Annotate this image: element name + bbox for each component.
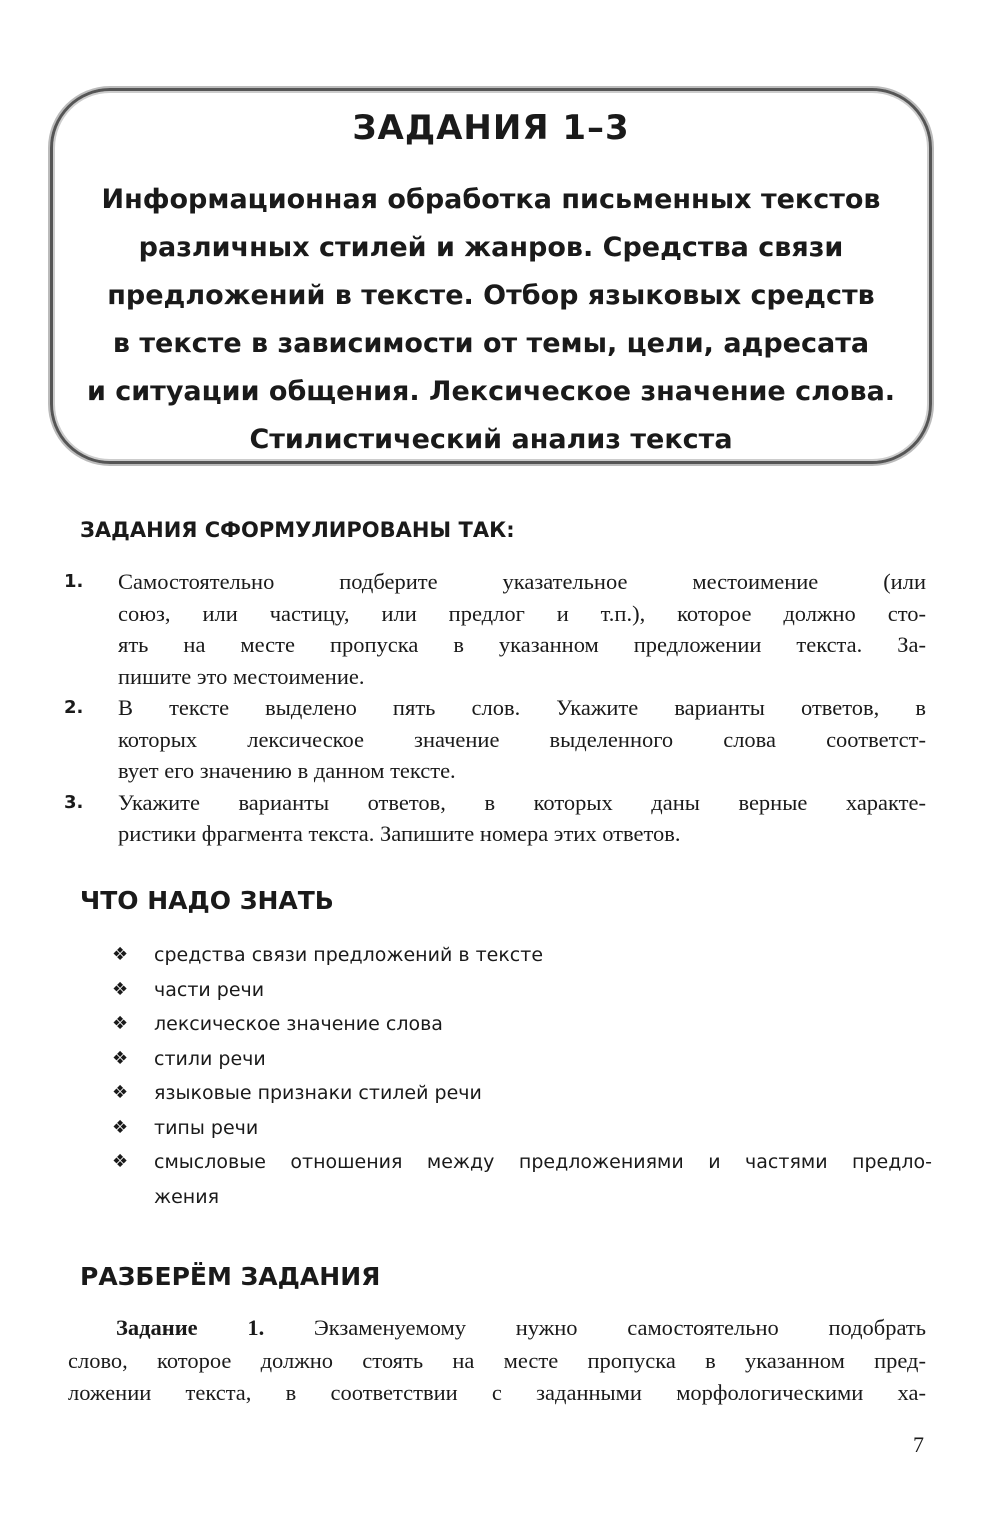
list-item-text: части речи: [154, 978, 265, 1001]
know-heading: ЧТО НАДО ЗНАТЬ: [80, 886, 334, 915]
list-item: [112, 1111, 932, 1146]
task-item-1: [64, 566, 926, 692]
task-text-line: ристики фрагмента текста. Запишите номера этих ответов.: [118, 821, 681, 846]
analysis-heading: РАЗБЕРЁМ ЗАДАНИЯ: [80, 1262, 381, 1291]
list-item-text: языковые признаки стилей речи: [154, 1082, 482, 1104]
task-text-line: В тексте выделено пять слов. Укажите варианты ответов, в: [118, 695, 926, 720]
list-item-text: жения: [154, 1185, 220, 1208]
list-item: [112, 973, 932, 1008]
list-item: [112, 1007, 932, 1042]
task-list: [64, 566, 926, 850]
diamond-bullet-icon: ❖: [112, 1082, 129, 1103]
subtitle-line: предложений в тексте. Отбор языковых средств: [107, 280, 875, 311]
diamond-bullet-icon: ❖: [112, 944, 129, 965]
task-number: 1.: [64, 571, 84, 592]
task-text-line: которых лексическое значение выделенного слова соответст-: [118, 726, 926, 752]
paragraph-line: [68, 1312, 926, 1345]
list-item: [112, 938, 932, 973]
subtitle-line: Информационная обработка письменных текстов: [101, 184, 881, 215]
tasks-heading: ЗАДАНИЯ СФОРМУЛИРОВАНЫ ТАК:: [80, 518, 515, 542]
analysis-paragraph: [68, 1312, 926, 1410]
page-subtitle: [60, 176, 922, 464]
list-item-text: смысловые отношения между предложениями и частями предло-: [154, 1151, 932, 1173]
paragraph-text: Экзаменуемому нужно самостоятельно подобрать: [313, 1315, 926, 1340]
diamond-bullet-icon: ❖: [112, 1013, 129, 1034]
task-item-2: [64, 692, 926, 787]
list-item-text: стили речи: [154, 1047, 266, 1070]
list-item-text: лексическое значение слова: [154, 1013, 443, 1035]
subtitle-line: Стилистический анализ текста: [249, 424, 733, 455]
know-list: [112, 938, 932, 1214]
task-item-3: [64, 787, 926, 850]
task-text-line: ять на месте пропуска в указанном предложении текста. За-: [118, 632, 926, 657]
diamond-bullet-icon: ❖: [112, 1047, 129, 1069]
task-text-line: Самостоятельно подберите указательное местоимение (или: [118, 569, 926, 594]
paragraph-line: ложении текста, в соответствии с заданными морфологическими ха-: [68, 1380, 926, 1405]
page-number: 7: [913, 1432, 924, 1457]
subtitle-line: различных стилей и жанров. Средства связи: [138, 232, 844, 263]
subtitle-line: в тексте в зависимости от темы, цели, адресата: [112, 328, 870, 359]
paragraph-line: слово, которое должно стоять на месте пропуска в указанном пред-: [68, 1347, 926, 1373]
diamond-bullet-icon: ❖: [112, 978, 129, 1000]
task-text-line: вует его значению в данном тексте.: [118, 758, 456, 783]
diamond-bullet-icon: ❖: [112, 1151, 129, 1172]
list-item: [112, 1076, 932, 1111]
task-number: 3.: [64, 791, 84, 813]
task-text-line: пишите это местоимение.: [118, 663, 365, 689]
list-item: [112, 1042, 932, 1077]
diamond-bullet-icon: ❖: [112, 1116, 129, 1138]
page-title: ЗАДАНИЯ 1–3: [352, 108, 630, 148]
task-label: Задание 1.: [116, 1315, 265, 1340]
task-number: 2.: [64, 697, 84, 718]
list-item: [112, 1145, 932, 1214]
subtitle-line: и ситуации общения. Лексическое значение слова.: [86, 376, 896, 407]
task-text-line: союз, или частицу, или предлог и т.п.), которое должно сто-: [118, 600, 926, 626]
list-item-text: типы речи: [154, 1116, 259, 1139]
list-item-text: средства связи предложений в тексте: [154, 944, 544, 966]
task-text-line: Укажите варианты ответов, в которых даны верные характе-: [118, 789, 926, 815]
